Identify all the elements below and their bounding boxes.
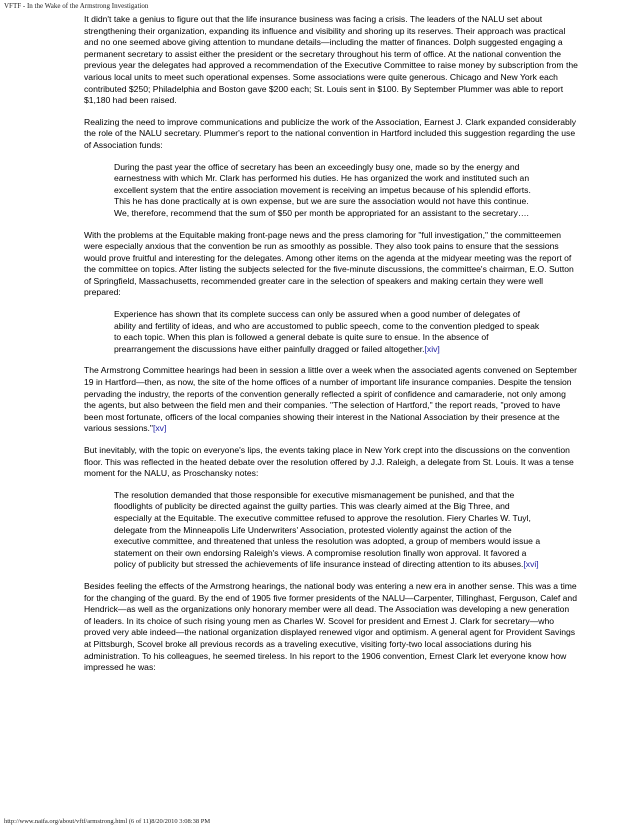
footnote-link-xv[interactable]: [xv] <box>152 423 167 434</box>
paragraph-secretary-role: Realizing the need to improve communications and publicize the work of the Association, Earnest J. Clark expanded considerably the role of the NALU secretary. Plummer's report to the national convention in Hartford included this suggestion regarding the use of Association funds: <box>84 116 577 150</box>
paragraph-hartford-convention <box>84 365 578 435</box>
proschansky-text: The resolution demanded that those responsible for executive mismanagement be punished, and that the floodlights of publicity be directed against the guilty parties. This was clearly aimed at the Big Three, and especially at the Equitable. The executive committee refused to approve the resolution. Fiery Charles W. Tuyl, delegate from the Minneapolis Life Underwriters' Association, protested violently against the action of the executive committee, and threatened that unless the resolution was adopted, a group of members would issue a statement on their own endorsing Raleigh's views. A compromise resolution finally won approval. It favored a policy of publicity but stressed the achievements of life insurance instead of directing attention to its abuses. <box>114 489 541 570</box>
quote-proschansky <box>114 490 544 571</box>
article-body <box>84 14 578 684</box>
paragraph-changing-guard: Besides feeling the effects of the Armstrong hearings, the national body was entering a new era in another sense. This was a time for the changing of the guard. By the end of 1905 five former presidents of the NALU—Carpenter, Tillinghast, Ferguson, Calef and Hendrick—as well as the organizations only honorary member were all dead. The Association was developing a new generation of leaders. In its choice of such rising young men as Charles W. Scovel for president and Ernest J. Clark for secretary—who proved very able indeed—the national organization displayed renewed vigor and optimism. A general agent for Provident Savings at Pittsburgh, Scovel broke all previous records as a traveling executive, visiting forty-two local associations during his administration. To his colleagues, he seemed tireless. In his report to the 1906 convention, Ernest Clark let everyone know how impressed he was: <box>84 580 577 673</box>
page-header: VFTF - In the Wake of the Armstrong Investigation <box>4 2 149 10</box>
hartford-text: The Armstrong Committee hearings had been in session a little over a week when the associated agents convened on September 19 in Hartford—then, as now, the site of the home offices of a number of important life insurance companies. Despite the tension pervading the industry, the reports of the convention generally reflected a spirit of confidence and camaraderie, not only among the agents, but also between the field men and their companies. "The selection of Hartford," the report reads, "proved to have been most fortunate, officers of the local companies showing their interest in the National Association by their presence at the various sessions." <box>84 365 577 434</box>
quote-secretary-report: During the past year the office of secretary has been an exceedingly busy one, made so by the energy and earnestness with which Mr. Clark has performed his duties. He has organized the work and instituted such an excellent system that the entire association movement is receiving an impetus because of his splendid efforts. This he has done practically at is own expense, but we are sure the association would not have this continue. We, therefore, recommend that the sum of $50 per month be appropriated for an assistant to the secretary…. <box>114 161 531 218</box>
quote-topics-text: Experience has shown that its complete success can only be assured when a good number of delegates of ability and fertility of ideas, and who are accustomed to public speech, come to the convention pledged to speak to each topic. When this plan is followed a general debate is quite sure to ensue. In the absence of prearrangement the discussions have either painfully dragged or failed altogether. <box>114 309 540 354</box>
quote-topics-committee <box>114 309 544 355</box>
paragraph-finances: It didn't take a genius to figure out that the life insurance business was facing a crisis. The leaders of the NALU set about strengthening their organization, expanding its influence and visibility and shoring up its reserves. Their approach was practical and no one seemed above giving attention to mundane details—including the matter of finances. Dolph suggested engaging a permanent secretary to assist either the president or the secretary throughout his term of office. At the national convention the previous year the delegates had approved a recommendation of the Executive Committee to raise money by subscription from the various local units to meet such operational expenses. Some associations were quite generous. Chicago and New York each contributed $250; Philadelphia and Boston gave $200 each; St. Louis sent in $100. By September Plummer was able to report $1,180 had been raised. <box>84 14 578 106</box>
paragraph-raleigh-resolution: But inevitably, with the topic on everyone's lips, the events taking place in New York crept into the discussions on the convention floor. This was reflected in the heated debate over the resolution offered by J.J. Raleigh, a delegate from St. Louis. It was a tense moment for the NALU, as Proschansky notes: <box>84 445 574 479</box>
paragraph-convention-prep: With the problems at the Equitable making front-page news and the press clamoring for "full investigation," the committeemen were especially anxious that the convention be run as smoothly as possible. They also took pains to ensure that the sessions would prove fruitful and interesting for the delegates. Among other items on the agenda at the midyear meeting was the report of the committee on topics. After listing the subjects selected for the five-minute discussions, the committee's chairman, E.O. Sutton of Springfield, Massachusetts, recommended greater care in the selection of speakers and making certain they were well prepared: <box>84 229 574 298</box>
page-footer: http://www.naifa.org/about/vftf/armstrong.html (6 of 11)8/20/2010 3:08:38 PM <box>4 818 211 825</box>
footnote-link-xvi[interactable]: [xvi] <box>523 559 539 570</box>
footnote-link-xiv[interactable]: [xiv] <box>424 343 440 354</box>
